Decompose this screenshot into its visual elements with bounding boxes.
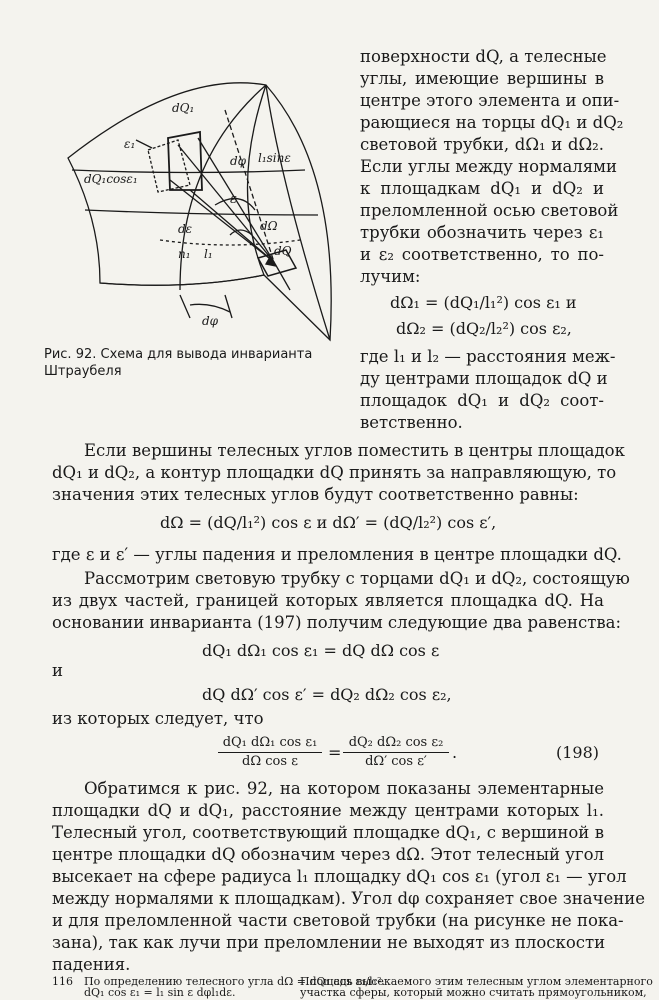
equation-2: dQ₁ dΩ₁ cos ε₁ = dQ dΩ cos ε xyxy=(202,641,440,660)
period: . xyxy=(452,743,458,762)
text-line: высекает на сфере радиуса l₁ площадку dQ₁ cos ε₁ (угол ε₁ — угол xyxy=(52,867,627,886)
text-line: dQ₁ cos ε₁ = l₁ sin ε dφl₁dε. xyxy=(84,986,236,999)
meridian-line xyxy=(266,85,330,340)
text-line: где ε и ε′ — углы падения и преломления в центре площадки dQ. xyxy=(52,545,622,564)
text-line: углы, имеющие вершины в xyxy=(360,69,604,88)
text-line: Телесный угол, соответствующий площадке dQ₁, с вершиной в xyxy=(52,823,604,842)
label-dq: dQ xyxy=(274,244,292,258)
text-line: Рассмотрим световую трубку с торцами dQ₁ и dQ₂, состоящую xyxy=(84,569,630,588)
equals-sign: = xyxy=(328,743,342,762)
figure-caption xyxy=(44,346,344,380)
caption-line: Рис. 92. Схема для вывода инварианта xyxy=(44,347,313,362)
text-line: из двух частей, границей которых является площадка dQ. На xyxy=(52,591,604,610)
text-line: Если углы между нормалями xyxy=(360,157,617,176)
text-line: центре этого элемента и опи- xyxy=(360,91,620,110)
label-n1: n₁ xyxy=(178,247,191,261)
text-line: площадок dQ₁ и dQ₂ соот- xyxy=(360,391,604,410)
text-line: ветственно. xyxy=(360,413,463,432)
equation-1: dΩ = (dQ/l₁²) cos ε и dΩ′ = (dQ/l₂²) cos ε′, xyxy=(160,513,497,532)
equation-domega2: dΩ₂ = (dQ₂/l₂²) cos ε₂, xyxy=(396,319,572,338)
dq1-element xyxy=(168,132,202,190)
text-line: Обратимся к рис. 92, на котором показаны элементарные xyxy=(84,779,604,798)
fraction-numerator: dQ₁ dΩ₁ cos ε₁ xyxy=(222,735,318,750)
text-line: Если вершины телесных углов поместить в центры площадок xyxy=(84,441,625,460)
label-l1: l₁ xyxy=(204,247,213,261)
text-line: dQ₁ и dQ₂, а контур площадки dQ принять за направляющую, то xyxy=(52,463,617,482)
fraction-numerator: dQ₂ dΩ₂ cos ε₂ xyxy=(348,735,444,750)
text-line: где l₁ и l₂ — расстояния меж- xyxy=(360,347,616,366)
parallel-line xyxy=(100,275,264,285)
text-line: лучим: xyxy=(360,267,421,286)
text-line: зана), так как лучи при преломлении не выходят из плоскости xyxy=(52,933,606,952)
label-deps: dε xyxy=(178,222,193,236)
text-line: участка сферы, который можно считать прямоугольником, xyxy=(300,986,647,999)
label-e1: ε₁ xyxy=(124,137,136,151)
label-eps: ε xyxy=(230,192,237,207)
figure-92-diagram xyxy=(40,40,360,350)
text-line: и xyxy=(52,661,63,680)
parallel-line xyxy=(85,210,318,215)
normal-line xyxy=(136,140,152,148)
equation-3: dQ dΩ′ cos ε′ = dQ₂ dΩ₂ cos ε₂, xyxy=(202,685,452,704)
text-line: из которых следует, что xyxy=(52,709,264,728)
text-line: падения. xyxy=(52,955,131,974)
caption-line: Штраубеля xyxy=(44,364,122,379)
text-line: площадки dQ и dQ₁, расстояние между центрами которых l₁. xyxy=(52,801,604,820)
text-line: трубки обозначить через ε₁ xyxy=(360,223,604,242)
fraction-denominator: dΩ′ cos ε′ xyxy=(365,754,427,769)
text-line: По определению телесного угла dΩ = dQ₁ cos ε₁/l₁². xyxy=(84,975,386,988)
text-line: и для преломленной части световой трубки (на рисунке не пока- xyxy=(52,911,624,930)
text-line: основании инварианта (197) получим следующие два равенства: xyxy=(52,613,622,632)
page-number: 116 xyxy=(52,975,73,988)
text-line: преломленной осью световой xyxy=(360,201,619,220)
text-line: поверхности dQ, а телесные xyxy=(360,47,607,66)
label-dq1cos: dQ₁cosε₁ xyxy=(84,172,138,186)
label-domega: dΩ xyxy=(260,219,278,233)
equation-domega1: dΩ₁ = (dQ₁/l₁²) cos ε₁ и xyxy=(390,293,577,312)
text-line: рающиеся на торцы dQ₁ и dQ₂ xyxy=(360,113,624,132)
text-line: ду центрами площадок dQ и xyxy=(360,369,608,388)
label-dq1: dQ₁ xyxy=(172,101,195,115)
label-lsin: l₁sinε xyxy=(258,151,291,165)
text-line: центре площадки dQ обозначим через dΩ. Этот телесный угол xyxy=(52,845,604,864)
fraction-denominator: dΩ cos ε xyxy=(242,754,298,769)
text-line: между нормалями к площадкам). Угол dφ сохраняет свое значение xyxy=(52,889,645,908)
text-line: и ε₂ соответственно, то по- xyxy=(360,245,604,264)
text-line: к площадкам dQ₁ и dQ₂ и xyxy=(360,179,604,198)
text-line: значения этих телесных углов будут соответственно равны: xyxy=(52,485,579,504)
equation-number: (198) xyxy=(556,743,600,762)
meridian-line xyxy=(180,85,266,290)
label-dphi-bottom: dφ xyxy=(202,314,219,328)
text-line: световой трубки, dΩ₁ и dΩ₂. xyxy=(360,135,604,154)
dphi-arc xyxy=(190,304,230,312)
text-line: Площадь высекаемого этим телесным углом элементарного xyxy=(300,975,653,988)
label-dphi-top: dφ xyxy=(230,154,247,168)
ray-line xyxy=(225,110,274,262)
